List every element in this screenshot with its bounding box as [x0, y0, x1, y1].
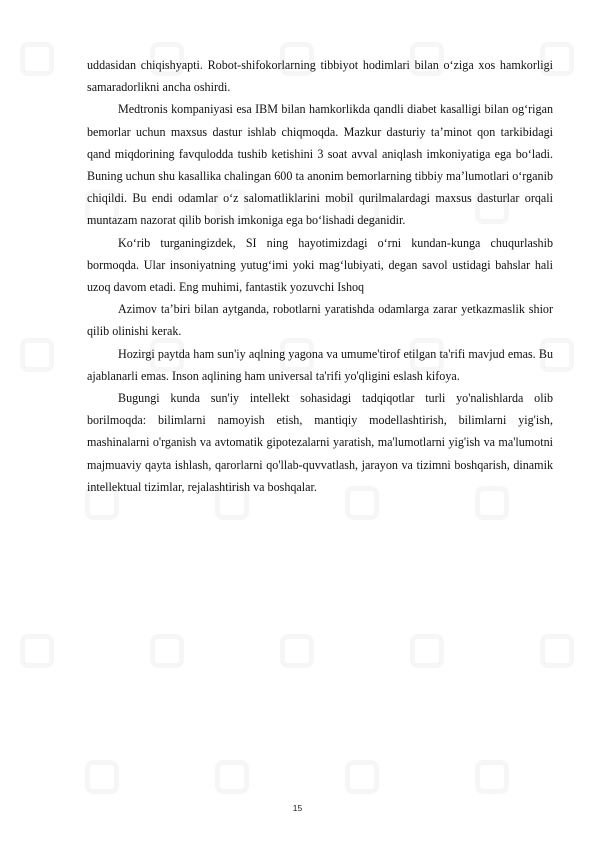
paragraph-6: Bugungi kunda sun'iy intellekt sohasidagi tadqiqotlar turli yo'nalishlarda olib borilmoqda: bilimlarni namoyish etish, mantiqiy modellashtirish, bilimlarni yig'ish, mashinalarni o'rganish va avtomatik gipotezalarni yaratish, ma'lumotlarni yig'ish va ma'lumotni majmuaviy qayta ishlash, qarorlarni qo'llab-quvvatlash, jarayon va tizimni boshqarish, dinamik intellektual tizimlar, rejalashtirish va boshqalar. [87, 391, 553, 494]
paragraph-2: Medtronis kompaniyasi esa IBM bilan hamkorlikda qandli diabet kasalligi bilan og‘rigan bemorlar uchun maxsus dastur ishlab chiqmoqda. Mazkur dasturiy ta’minot qon tarkibidagi qand miqdorining favqulodda tushib ketishini 3 soat avval aniqlash imkoniyatiga ega bo‘ladi. Buning uchun shu kasallika chalingan 600 ta anonim bemorlarning tibbiy ma’lumotlari o‘rganib chiqildi. Bu endi odamlar o‘z salomatliklarini mobil qurilmalardagi maxsus dasturlar orqali muntazam nazorat qilib borish imkoniga ega bo‘lishadi deganidir. [87, 102, 553, 228]
paragraph-4: Azimov ta’biri bilan aytganda, robotlarni yaratishda odamlarga zarar yetkazmaslik shior qilib olinishi kerak. [87, 302, 553, 339]
paragraph-5: Hozirgi paytda ham sun'iy aqlning yagona va umume'tirof etilgan ta'rifi mavjud emas. Bu ajablanarli emas. Inson aqlining ham universal ta'rifi yo'qligini eslash kifoya. [87, 346, 553, 383]
page-number: 15 [292, 803, 303, 813]
body-text [87, 54, 553, 498]
paragraph-1: uddasidan chiqishyapti. Robot-shifokorlarning tibbiyot hodimlari bilan o‘ziga xos hamkorligi samaradorlikni ancha oshirdi. [87, 58, 553, 95]
paragraph-3: Ko‘rib turganingizdek, SI ning hayotimizdagi o‘rni kundan-kunga chuqurlashib bormoqda. Ular insoniyatning yutug‘imi yoki mag‘lubiyati, degan savol ustidagi bahslar hali uzoq davom etadi. Eng muhimi, fantastik yozuvchi Ishoq [87, 235, 553, 295]
